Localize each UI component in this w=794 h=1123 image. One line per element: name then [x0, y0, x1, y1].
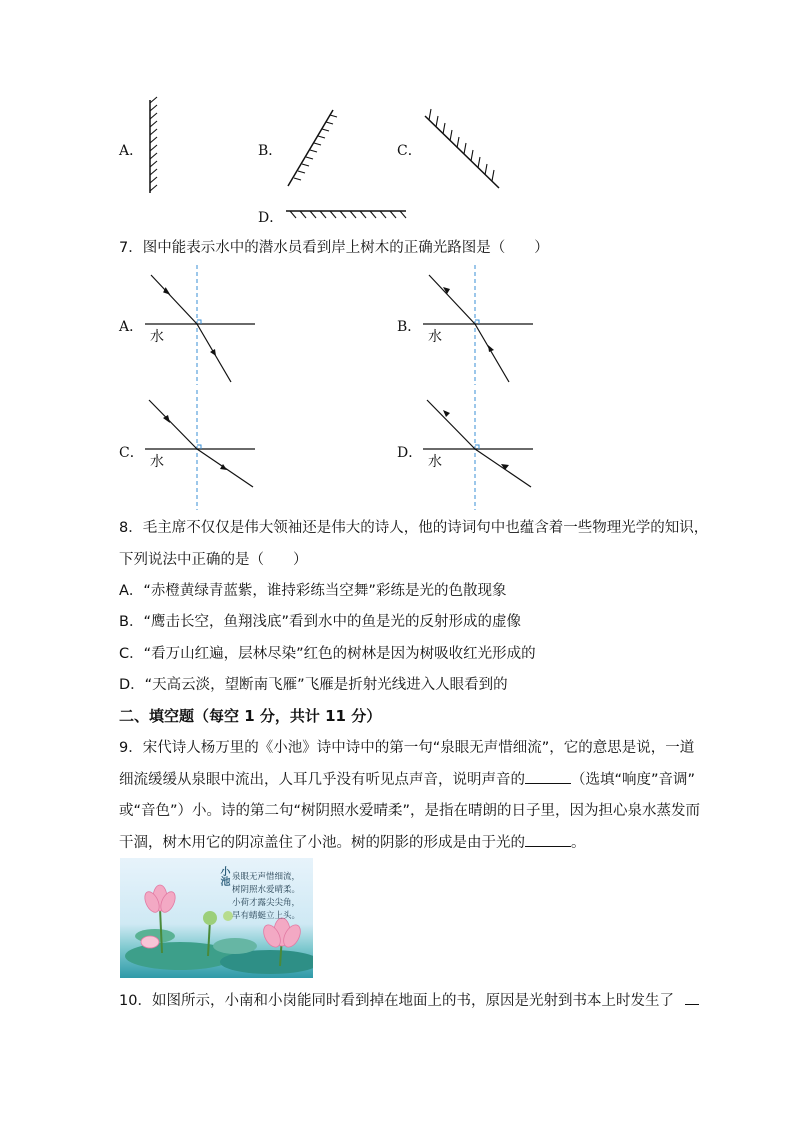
- q7-option-b-label: B．: [397, 319, 422, 335]
- q9-poem-line-1: 泉眼无声惜细流，: [232, 872, 301, 882]
- q9-line1: 9．宋代诗人杨万里的《小池》诗中诗中的第一句“泉眼无声惜细流”，它的意思是说，一道: [119, 740, 695, 756]
- q9-poem-line-3: 小荷才露尖尖角，: [232, 898, 301, 908]
- section-2-heading: 二、填空题（每空 1 分，共计 11 分）: [119, 707, 382, 725]
- q8-option-a: A．“赤橙黄绿青蓝紫，谁持彩练当空舞”彩练是光的色散现象: [119, 583, 507, 599]
- q8-option-d: D．“天高云淡，望断南飞雁”飞雁是折射光线进入人眼看到的: [119, 677, 508, 693]
- q10-line1: [119, 990, 699, 1011]
- q9-poem-illustration: [120, 858, 313, 978]
- q7-option-d-label: D．: [397, 445, 423, 461]
- q8-option-b: B．“鹰击长空，鱼翔浅底”看到水中的鱼是光的反射形成的虚像: [119, 614, 521, 630]
- q7-stem: 7．图中能表示水中的潜水员看到岸上树木的正确光路图是（ ）: [119, 240, 549, 256]
- q7-option-c-label: C．: [119, 445, 144, 461]
- q7-a-water-label: 水: [150, 329, 164, 345]
- q9-poem-line-4: 早有蜻蜓立上头。: [232, 911, 301, 921]
- q9-poem-title: 小池: [218, 866, 229, 886]
- q7-b-water-label: 水: [428, 329, 442, 345]
- q9-blank-2[interactable]: [525, 832, 571, 847]
- q9-line2: [119, 769, 695, 790]
- q9-line3: 或“音色”）小。诗的第二句“树阴照水爱晴柔”，是指在晴朗的日子里，因为担心泉水蒸发而: [119, 803, 701, 819]
- q6-mirror-c: [423, 106, 503, 190]
- q9-line4-text-a: 干涸，树木用它的阴凉盖住了小池。树的阴影的形成是由于光的: [119, 835, 525, 851]
- q9-blank-1[interactable]: [525, 769, 571, 784]
- q9-line4-text-b: 。: [571, 835, 586, 851]
- q6-option-a-label: A．: [119, 143, 144, 159]
- q6-option-c-label: C．: [397, 143, 422, 159]
- q7-d-water-label: 水: [428, 454, 442, 470]
- q8-option-c: C．“看万山红遍，层林尽染”红色的树林是因为树吸收红光形成的: [119, 646, 536, 662]
- q8-stem-line2: 下列说法中正确的是（ ）: [119, 552, 308, 568]
- q10-text: 10．如图所示，小南和小岗能同时看到掉在地面上的书，原因是光射到书本上时发生了: [119, 993, 674, 1009]
- q6-mirror-d: [286, 208, 408, 220]
- q9-line4: [119, 832, 586, 853]
- q6-option-d-label: D．: [258, 210, 284, 226]
- q9-poem-line-2: 树阴照水爱晴柔。: [232, 885, 301, 895]
- q9-line2-text-a: 细流缓缓从泉眼中流出，人耳几乎没有听见点声音，说明声音的: [119, 772, 525, 788]
- q8-stem-line1: 8．毛主席不仅仅是伟大领袖还是伟大的诗人，他的诗词句中也蕴含着一些物理光学的知识，: [119, 520, 709, 536]
- q7-option-a-label: A．: [119, 319, 144, 335]
- q6-option-b-label: B．: [258, 143, 283, 159]
- q10-blank-1[interactable]: [685, 990, 699, 1005]
- q6-mirror-a: [140, 100, 160, 195]
- q6-mirror-b: [285, 108, 337, 188]
- q7-c-water-label: 水: [150, 454, 164, 470]
- q9-line2-text-b: （选填“响度”音调”: [571, 772, 696, 788]
